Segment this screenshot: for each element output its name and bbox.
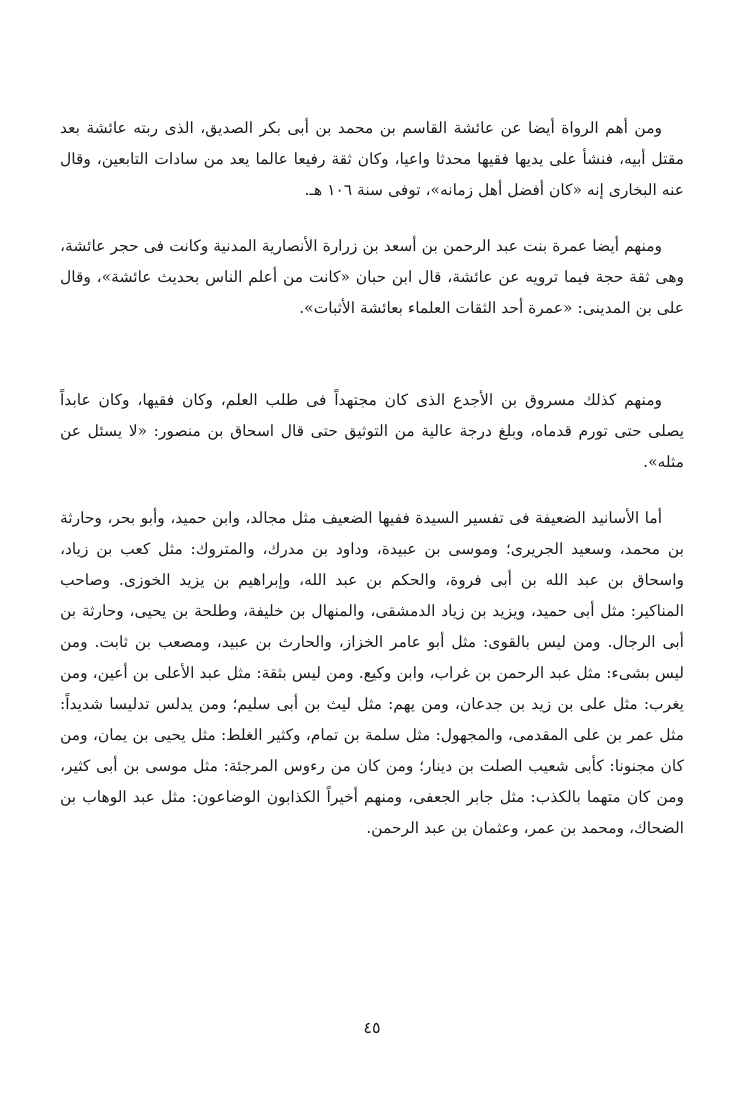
page-number: ٤٥ bbox=[363, 1018, 381, 1037]
paragraph-amra-bint-abdulrahman: ومنهم أيضا عمرة بنت عبد الرحمن بن أسعد بن زرارة الأنصارية المدنية وكانت فى حجر عائشة، وهى ثقة حجة فيما ترويه عن عائشة، قال ابن حبان «كانت من أعلم الناس بحديث عائشة»، وقال على بن المدينى: «عمرة أحد الثقات العلماء بعائشة الأثبات». bbox=[60, 237, 684, 317]
text-paragraph bbox=[60, 385, 684, 478]
paragraph-masruq-bin-al-ajda: ومنهم كذلك مسروق بن الأجدع الذى كان مجتهداً فى طلب العلم، وكان فقيها، وكان عابداً يصلى حتى تورم قدماه، وبلغ درجة عالية من التوثيق حتى قال اسحاق بن منصور: «لا يسئل عن مثله». bbox=[60, 391, 684, 471]
text-paragraph bbox=[60, 503, 684, 844]
paragraph-weak-chains: أما الأسانيد الضعيفة فى تفسير السيدة ففيها الضعيف مثل مجالد، وابن حميد، وأبو بحر، وحارثة بن محمد، وسعيد الجريرى؛ وموسى بن عبيدة، وداود بن مدرك، والمتروك: مثل كعب بن زياد، واسحاق بن عبد الله بن أبى فروة، والحكم بن عبد الله، وإبراهيم بن يزيد الخوزى. وصاحب المناكير: مثل أبى حميد، ويزيد بن زياد الدمشقى، والمنهال بن خليفة، وطلحة بن يحيى، وحارثة بن أبى الرجال. ومن ليس بالقوى: مثل أبو عامر الخزاز، والحارث بن عبيد، ومصعب بن ثابت. ومن ليس بشىء: مثل عبد الرحمن بن غراب، وابن وكيع. ومن ليس بثقة: مثل عبد الأعلى بن أعين، ومن يغرب: مثل على بن زيد بن جدعان، ومن يهم: مثل ليث بن أبى سليم؛ ومن يدلس تدليسا شديداً: مثل عمر بن على المقدمى، والمجهول: مثل سلمة بن تمام، وكثير الغلط: مثل يحيى بن يمان، ومن كان مجنونا: كأبى شعيب الصلت بن دينار؛ ومن كان من رءوس المرجئة: مثل موسى بن أبى كثير، ومن كان متهما بالكذب: مثل جابر الجعفى، ومنهم أخيراً الكذابون الوضاعون: مثل عبد الوهاب بن الضحاك، ومحمد بن عمر، وعثمان بن عبد الرحمن. bbox=[60, 509, 684, 837]
text-paragraph bbox=[60, 231, 684, 324]
paragraph-qasim-bin-muhammad: ومن أهم الرواة أيضا عن عائشة القاسم بن محمد بن أبى بكر الصديق، الذى ربته عائشة بعد مقتل أبيه، فنشأ على يديها فقيها محدثا واعيا، وكان ثقة رفيعا عالما يعد من سادات التابعين، وقال عنه البخارى إنه «كان أفضل أهل زمانه»، توفى سنة ١٠٦ هـ. bbox=[60, 119, 684, 199]
text-paragraph bbox=[60, 113, 684, 206]
